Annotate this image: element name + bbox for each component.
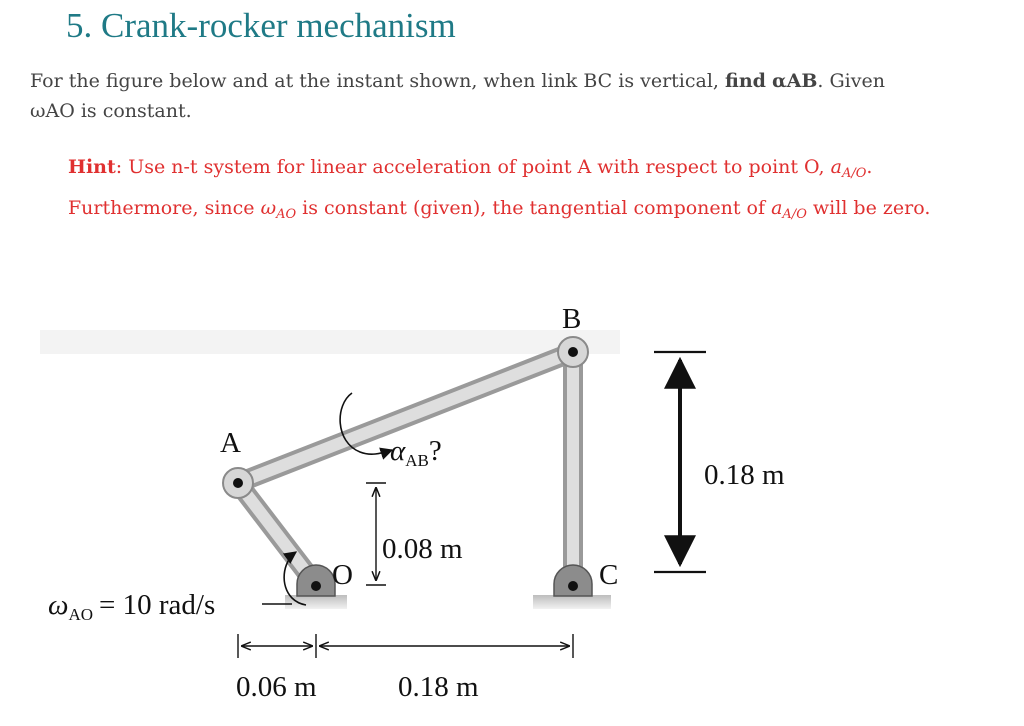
label-dimension-0-06: 0.06 m [236, 671, 317, 703]
hint-text-1: : Use n-t system for linear acceleration of point A with respect to point O, [115, 156, 825, 178]
label-point-o: O [332, 559, 353, 591]
label-point-c: C [599, 559, 619, 591]
problem-statement [30, 66, 970, 126]
hint-text-2: Furthermore, since [68, 197, 255, 219]
dimension-baseline [238, 634, 573, 658]
background-band [40, 330, 620, 354]
omega-ao-hint-symbol: $\omega_{AO}$ [260, 197, 297, 222]
label-point-a: A [220, 427, 241, 459]
hint-text-4: will be zero. [806, 197, 931, 219]
hint-label: Hint [68, 156, 116, 178]
pin-bracket-c [554, 565, 592, 596]
ground-support-c [533, 595, 611, 609]
label-dimension-0-08: 0.08 m [382, 533, 463, 565]
ground-support-o [285, 595, 347, 609]
statement-text-3: is constant. [74, 100, 192, 122]
dimension-height-b [654, 352, 706, 572]
label-point-b: B [562, 303, 582, 335]
mechanism-diagram [0, 280, 1024, 726]
statement-text: For the figure below and at the instant shown, when link BC is vertical, [30, 70, 719, 92]
label-omega-ao: $\omega_{AO} = 10$ rad/s [48, 589, 216, 624]
pin-bracket-o [297, 565, 335, 596]
label-dimension-span: 0.18 m [398, 671, 479, 703]
label-dimension-height-b: 0.18 m [704, 459, 785, 491]
joint-b [558, 337, 588, 367]
hint-box: Hint: Use n-t system for linear acceleration of point A with respect to point O, $a_{A/O}$. Furthermore, since $\omega_{AO}$ is constant (given), the tangential component of $a_{A/O}$ will be zero. [68, 156, 931, 222]
omega-ao-symbol: ωAO [30, 100, 75, 122]
label-alpha-ab: $\alpha_{AB}$? [390, 435, 442, 470]
alpha-ab-symbol: αAB [772, 70, 818, 92]
page-title: 5. Crank-rocker mechanism [66, 6, 456, 45]
accel-a-o-symbol: $a_{A/O}$ [830, 156, 867, 181]
hint-text-3: is constant (given), the tangential component of [296, 197, 766, 219]
find-keyword: find [725, 70, 766, 92]
joint-a [223, 468, 253, 498]
accel-a-o-symbol-2: $a_{A/O}$ [771, 197, 807, 222]
statement-text-2: . Given [817, 70, 885, 92]
